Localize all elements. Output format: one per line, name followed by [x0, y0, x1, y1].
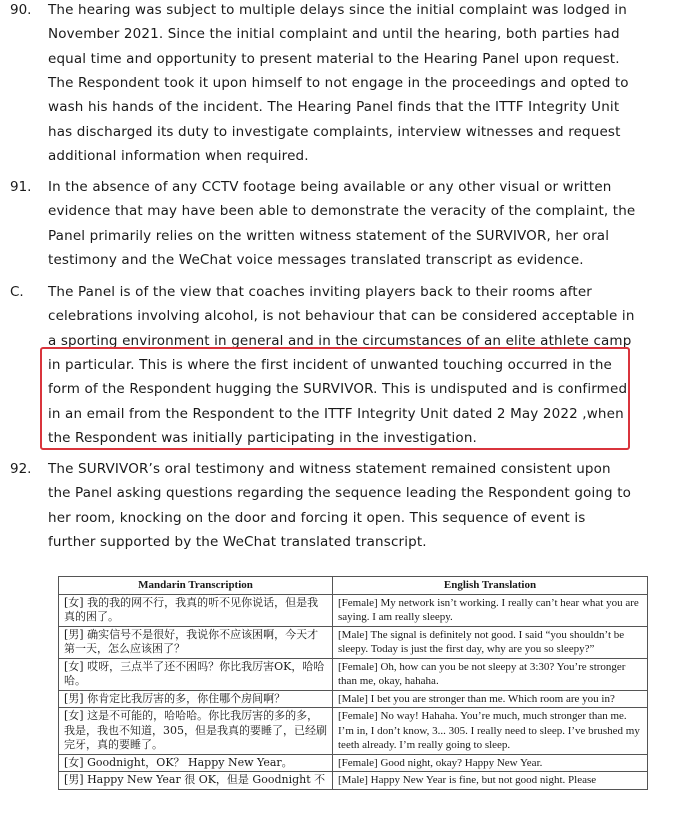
paragraph-number: 91.	[10, 179, 32, 195]
table-row	[59, 658, 648, 690]
paragraph-number: 90.	[10, 2, 32, 18]
paragraph-line: celebrations involving alcohol, is not behaviour that can be considered acceptable in	[48, 308, 635, 325]
paragraph-line: has discharged its duty to investigate complaints, interview witnesses and request	[48, 123, 621, 140]
paragraph-line: In the absence of any CCTV footage being available or any other visual or written	[48, 179, 612, 195]
table-row	[59, 772, 648, 790]
mandarin-cell: [男] 确实信号不是很好，我说你不应该困啊，今天才第一天，怎么应该困了？	[59, 626, 333, 658]
mandarin-cell: [女] 这是不可能的，哈哈哈。你比我厉害的多的多，我是，我也不知道，305，但是我真的要睡了，已经刷完牙，真的要睡了。	[59, 708, 333, 755]
paragraph-line: testimony and the WeChat voice messages translated transcript as evidence.	[48, 251, 584, 268]
paragraph-line: additional information when required.	[48, 147, 309, 164]
english-cell: [Female] My network isn’t working. I really can’t hear what you are saying. I am really sleepy.	[333, 594, 648, 626]
header-english: English Translation	[333, 577, 648, 595]
paragraph-line: in an email from the Respondent to the ITTF Integrity Unit dated 2 May 2022 ,when	[48, 405, 624, 422]
paragraph-line: form of the Respondent hugging the SURVIVOR. This is undisputed and is confirmed	[48, 381, 628, 398]
mandarin-cell: [女] 哎呀，三点半了还不困吗？你比我厉害OK，哈哈哈。	[59, 658, 333, 690]
paragraph-line: the Respondent was initially participating in the investigation.	[48, 429, 477, 446]
paragraph-number: 92.	[10, 461, 32, 477]
english-cell: [Male] I bet you are stronger than me. Which room are you in?	[333, 690, 648, 708]
mandarin-cell: [女] 我的我的网不行，我真的听不见你说话，但是我真的困了。	[59, 594, 333, 626]
paragraph-line: The Panel is of the view that coaches inviting players back to their rooms after	[48, 284, 593, 300]
table-row	[59, 690, 648, 708]
english-cell: [Male] The signal is definitely not good. I said “you shouldn’t be sleepy. Today is just the first day, why are you so sleepy?”	[333, 626, 648, 658]
mandarin-cell: [女] Goodnight，OK？ Happy New Year。	[59, 754, 333, 772]
paragraph-number: C.	[10, 284, 24, 300]
table-row	[59, 626, 648, 658]
table-row	[59, 754, 648, 772]
paragraph-line: in particular. This is where the first incident of unwanted touching occurred in the	[48, 356, 612, 373]
header-mandarin: Mandarin Transcription	[59, 577, 333, 595]
table-header-row	[59, 577, 648, 595]
english-cell: [Female] Oh, how can you be not sleepy at 3:30? You’re stronger than me, okay, hahaha.	[333, 658, 648, 690]
paragraph-line: The hearing was subject to multiple delays since the initial complaint was lodged in	[48, 2, 627, 18]
paragraph-line: the Panel asking questions regarding the sequence leading the Respondent going to	[48, 485, 632, 502]
transcript-table	[58, 576, 648, 790]
paragraph-line: a sporting environment in general and in the circumstances of an elite athlete camp	[48, 332, 632, 349]
table-row	[59, 708, 648, 755]
paragraph-line: evidence that may have been able to demonstrate the veracity of the complaint, the	[48, 203, 636, 220]
paragraph-line: further supported by the WeChat translated transcript.	[48, 533, 427, 550]
paragraph-line: Panel primarily relies on the written witness statement of the SURVIVOR, her oral	[48, 227, 610, 244]
paragraph-line: equal time and opportunity to present material to the Hearing Panel upon request.	[48, 50, 620, 67]
mandarin-cell: [男] Happy New Year 很 OK，但是 Goodnight 不	[59, 772, 333, 790]
english-cell: [Male] Happy New Year is fine, but not good night. Please	[333, 772, 648, 790]
english-cell: [Female] Good night, okay? Happy New Year.	[333, 754, 648, 772]
paragraph-line: wash his hands of the incident. The Hearing Panel finds that the ITTF Integrity Unit	[48, 99, 620, 116]
table-row	[59, 594, 648, 626]
highlight-box	[40, 347, 630, 450]
paragraph-line: November 2021. Since the initial complaint and until the hearing, both parties had	[48, 26, 620, 43]
mandarin-cell: [男] 你肯定比我厉害的多，你住哪个房间啊？	[59, 690, 333, 708]
paragraph-line: The SURVIVOR’s oral testimony and witness statement remained consistent upon	[48, 461, 611, 477]
paragraph-line: her room, knocking on the door and forcing it open. This sequence of event is	[48, 509, 586, 526]
paragraph-line: The Respondent took it upon himself to not engage in the proceedings and opted to	[48, 74, 629, 91]
english-cell: [Female] No way! Hahaha. You’re much, much stronger than me. I’m in, I don’t know, 3... 305. I really need to sleep. I’ve brushed my teeth already. I’m really going to sleep.	[333, 708, 648, 755]
